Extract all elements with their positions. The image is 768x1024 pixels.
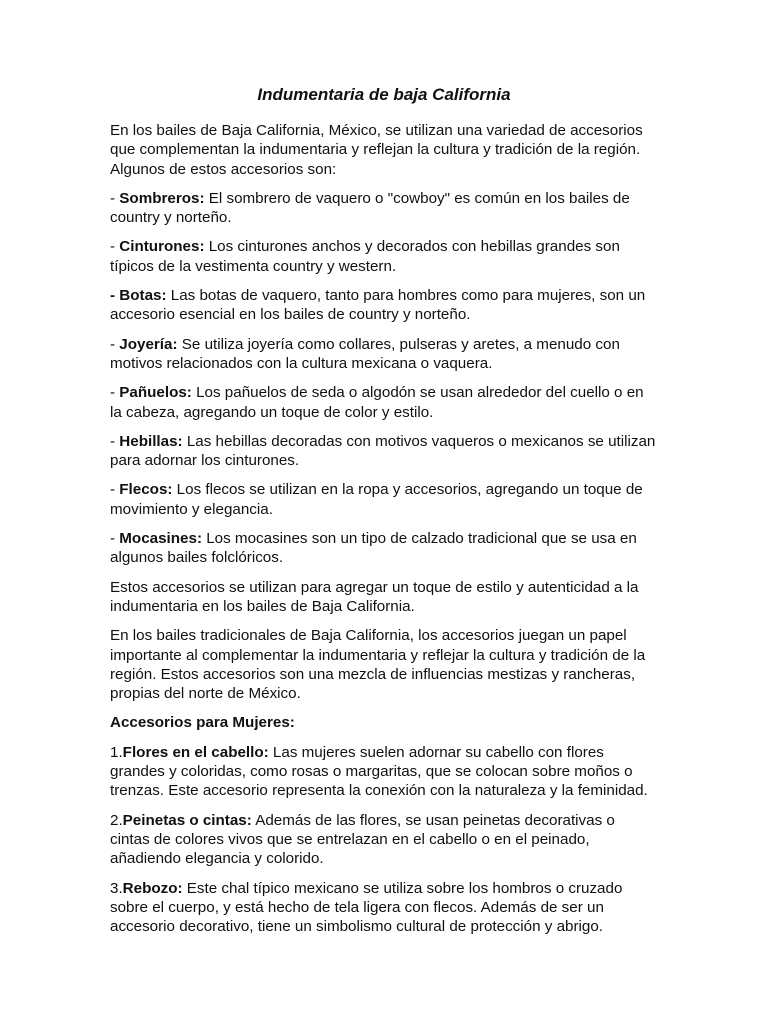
item-term: Rebozo: (122, 879, 183, 897)
item-term: Pañuelos: (119, 384, 192, 402)
item-term: Peinetas o cintas: (122, 811, 252, 829)
list-item (110, 335, 658, 374)
item-text: Las botas de vaquero, tanto para hombres como para mujeres, son un accesorio esencial en los bailes de country y norteño. (110, 287, 646, 324)
item-term: Flecos: (119, 481, 173, 499)
item-prefix: - (110, 335, 120, 353)
women-heading: Accesorios para Mujeres: (110, 714, 295, 732)
item-text: Este chal típico mexicano se utiliza sobre los hombros o cruzado sobre el cuerpo, y está hecho de tela ligera con flecos. Además de ser un accesorio decorativo, tiene un simbolismo cultural de protección y abrigo. (110, 879, 623, 936)
item-text: Los flecos se utilizan en la ropa y accesorios, agregando un toque de movimiento y elegancia. (110, 481, 643, 518)
list-item (110, 189, 658, 228)
item-text: El sombrero de vaquero o "cowboy" es común en los bailes de country y norteño. (110, 189, 630, 227)
intro-paragraph: En los bailes de Baja California, México, se utilizan una variedad de accesorios que complementan la indumentaria y reflejan la cultura y tradición de la región. Algunos de estos accesorios son: (110, 122, 643, 178)
item-text: Las hebillas decoradas con motivos vaqueros o mexicanos se utilizan para adornar los cinturones. (110, 432, 656, 470)
numbered-item (110, 743, 658, 801)
item-term: Sombreros: (119, 189, 205, 207)
item-prefix: - (110, 189, 120, 207)
item-number: 3. (110, 879, 123, 897)
item-term: Cinturones: (119, 238, 205, 256)
item-text: Los cinturones anchos y decorados con hebillas grandes son típicos de la vestimenta country y western. (110, 238, 620, 275)
item-number: 1. (110, 743, 123, 761)
numbered-item (110, 811, 658, 869)
item-text: Los pañuelos de seda o algodón se usan alrededor del cuello o en la cabeza, agregando un toque de color y estilo. (110, 384, 644, 421)
item-text: Las mujeres suelen adornar su cabello con flores grandes y coloridas, como rosas o margaritas, que se colocan sobre moños o trenzas. Este accesorio representa la conexión con la naturaleza y la feminidad. (110, 743, 648, 800)
numbered-item (110, 879, 658, 937)
item-text: Además de las flores, se usan peinetas decorativas o cintas de colores vivos que se entrelazan en el cabello o en el peinado, añadiendo elegancia y colorido. (110, 811, 615, 868)
list-item (110, 237, 658, 276)
item-term: Joyería: (119, 335, 178, 353)
item-prefix: - (110, 238, 120, 256)
item-prefix: - (110, 432, 120, 450)
item-term: Flores en el cabello: (122, 743, 269, 761)
item-number: 2. (110, 811, 123, 829)
item-term: - Botas: (110, 287, 167, 305)
item-term: Mocasines: (119, 530, 202, 548)
item-text: Se utiliza joyería como collares, pulseras y aretes, a menudo con motivos relacionados con la cultura mexicana o vaquera. (110, 335, 620, 372)
item-prefix: - (110, 481, 120, 499)
document-title: Indumentaria de baja California (257, 85, 511, 104)
list-item (110, 480, 658, 519)
list-item (110, 383, 658, 422)
item-text: Los mocasines son un tipo de calzado tradicional que se usa en algunos bailes folclóricos. (110, 530, 637, 567)
list-item (110, 529, 658, 568)
list-item (110, 286, 658, 325)
item-prefix: - (110, 530, 120, 548)
item-term: Hebillas: (119, 432, 183, 450)
item-prefix: - (110, 384, 120, 402)
body-paragraph: En los bailes tradicionales de Baja California, los accesorios juegan un papel importante al complementar la indumentaria y reflejar la cultura y tradición de la región. Estos accesorios son una mezcla de influencias mestizas y rancheras, propias del norte de México. (110, 627, 646, 703)
body-paragraph: Estos accesorios se utilizan para agregar un toque de estilo y autenticidad a la indumentaria en los bailes de Baja California. (110, 578, 639, 615)
section-heading (110, 713, 658, 732)
list-item (110, 432, 658, 471)
